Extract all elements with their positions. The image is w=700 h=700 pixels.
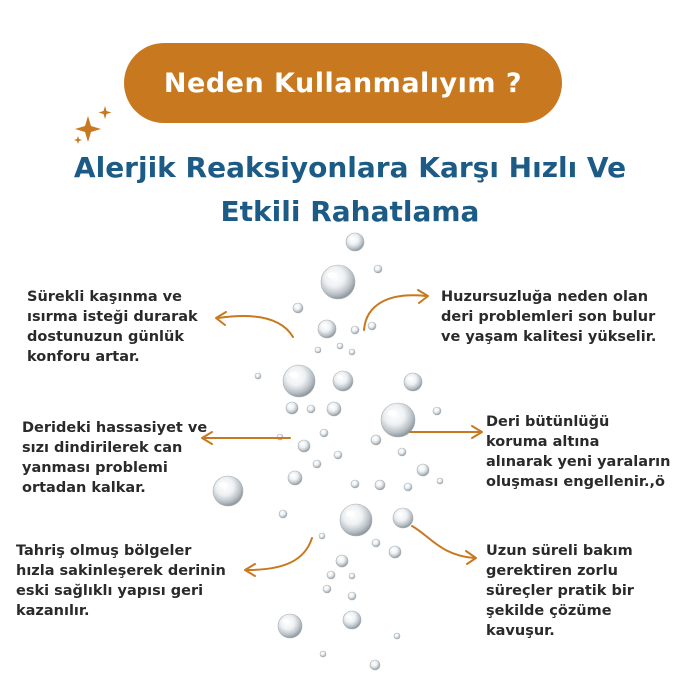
benefit-top-left <box>27 287 198 367</box>
benefit-line: gerektiren zorlu <box>486 563 618 579</box>
benefit-line: koruma altına <box>486 434 600 450</box>
arrow-icon <box>245 538 312 576</box>
arrow-icon <box>202 432 290 444</box>
benefit-line: alınarak yeni yaraların <box>486 454 671 470</box>
benefit-line: eski sağlıklı yapısı geri <box>16 583 204 599</box>
benefit-line: oluşması engellenir.,ö <box>486 474 665 490</box>
headline-line-2: Etkili Rahatlama <box>220 195 480 228</box>
arrow-icon <box>412 526 476 564</box>
benefit-line: şekilde çözüme <box>486 603 612 619</box>
benefit-line: ortadan kalkar. <box>22 480 146 496</box>
benefit-top-right <box>441 287 656 347</box>
benefit-line: konforu artar. <box>27 349 140 365</box>
title-text: Neden Kullanmalıyım ? <box>163 67 523 99</box>
benefit-line: süreçler pratik bir <box>486 583 634 599</box>
benefit-mid-left <box>22 418 207 498</box>
benefit-line: deri problemleri son bulur <box>441 309 656 325</box>
arrow-icon <box>410 426 482 438</box>
benefit-line: yanması problemi <box>22 460 168 476</box>
benefit-line: Sürekli kaşınma ve <box>27 289 182 305</box>
benefit-line: sızı dindirilerek can <box>22 440 183 456</box>
benefit-line: dostunuzun günlük <box>27 329 184 345</box>
arrow-icon <box>216 312 293 337</box>
benefit-line: Huzursuzluğa neden olan <box>441 289 649 305</box>
benefit-bottom-right <box>486 541 634 641</box>
benefit-line: Deri bütünlüğü <box>486 414 610 430</box>
benefit-mid-right <box>486 412 670 492</box>
benefit-line: Tahriş olmuş bölgeler <box>16 543 192 559</box>
benefit-bottom-left <box>16 541 226 621</box>
benefit-line: ısırma isteği durarak <box>27 309 198 325</box>
headline-line-1: Alerjik Reaksiyonlara Karşı Hızlı Ve <box>73 151 627 184</box>
benefit-line: Derideki hassasiyet ve <box>22 420 208 436</box>
benefit-line: kavuşur. <box>486 623 555 639</box>
benefit-line: ve yaşam kalitesi yükselir. <box>441 329 657 345</box>
benefit-line: hızla sakinleşerek derinin <box>16 563 226 579</box>
arrow-icon <box>364 290 428 330</box>
benefit-line: kazanılır. <box>16 603 90 619</box>
benefit-line: Uzun süreli bakım <box>486 543 633 559</box>
